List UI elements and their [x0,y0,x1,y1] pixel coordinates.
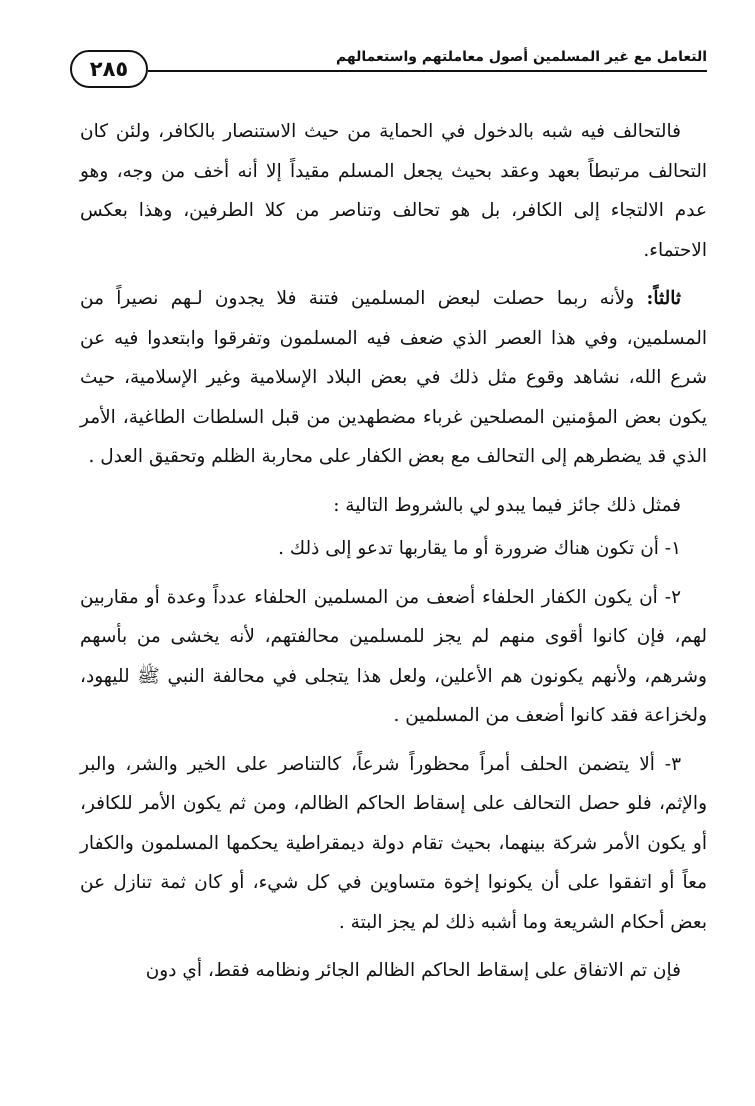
condition-3: ٣- ألا يتضمن الحلف أمراً محظوراً شرعاً، كالتناصر على الخير والشر، والبر والإثم، فلو حصل التحالف على إسقاط الحاكم الظالم، ومن ثم يكون الأمر للكافر، أو يكون الأمر شركة بينهما، بحيث تقام دولة ديمقراطية يحكمها المسلمون والكفار معاً أو اتفقوا على أن يكونوا إخوة متساوين في كل شيء، أو كان ثمة تنازل عن بعض أحكام الشريعة وما أشبه ذلك لم يجز البتة . [80,753,707,933]
paragraph-3: فمثل ذلك جائز فيما يبدو لي بالشروط التالية : [333,494,681,516]
paragraph-1: فالتحالف فيه شبه بالدخول في الحماية من حيث الاستنصار بالكافر، ولئن كان التحالف مرتبطاً بعهد وعقد بحيث يجعل المسلم مقيداً إلا أنه أخف من وجه، وهو عدم الالتجاء إلى الكافر، بل هو تحالف وتناصر من كلا الطرفين، وهذا بعكس الاحتماء. [80,121,707,261]
condition-1: ١- أن تكون هناك ضرورة أو ما يقاربها تدعو إلى ذلك . [278,538,681,559]
running-header [70,46,707,86]
paragraph-2-lead: ثالثاً: [646,288,681,309]
paragraph-7: فإن تم الاتفاق على إسقاط الحاكم الظالم الجائر ونظامه فقط، أي دون [145,960,681,981]
running-header-title: التعامل مع غير المسلمين أصول معاملتهم واستعمالهم [335,49,707,65]
paragraph-2 [80,279,707,477]
page-number-badge [70,50,148,88]
paragraph-2-text: ولأنه ربما حصلت لبعض المسلمين فتنة فلا يجدون لـهم نصيراً من المسلمين، وفي هذا العصر الذي ضعف فيه المسلمون وتفرقوا وابتعدوا فيه عن شرع الله، نشاهد وقوع مثل ذلك في بعض البلاد الإسلامية وغير الإسلامية، حيث يكون بعض المؤمنين المصلحين غرباء مضطهدين من قبل السلطات الطاغية، الأمر الذي قد يضطرهم إلى التحالف مع بعض الكفار على محاربة الظلم وتحقيق العدل . [80,288,707,467]
header-divider [148,70,707,72]
page-number: ٢٨٥ [89,57,129,81]
page-body [80,112,707,1000]
condition-2: ٢- أن يكون الكفار الحلفاء أضعف من المسلمين الحلفاء عدداً وعدة أو مقاربين لهم، فإن كانوا أقوى منهم لم يجز للمسلمين محالفتهم، لأنه يخشى من بأسهم وشرهم، ولأنهم يكونون هم الأعلين، ولعل هذا يتجلى في محالفة النبي ﷺ لليهود، ولخزاعة فقد كانوا أضعف من المسلمين . [80,586,707,726]
